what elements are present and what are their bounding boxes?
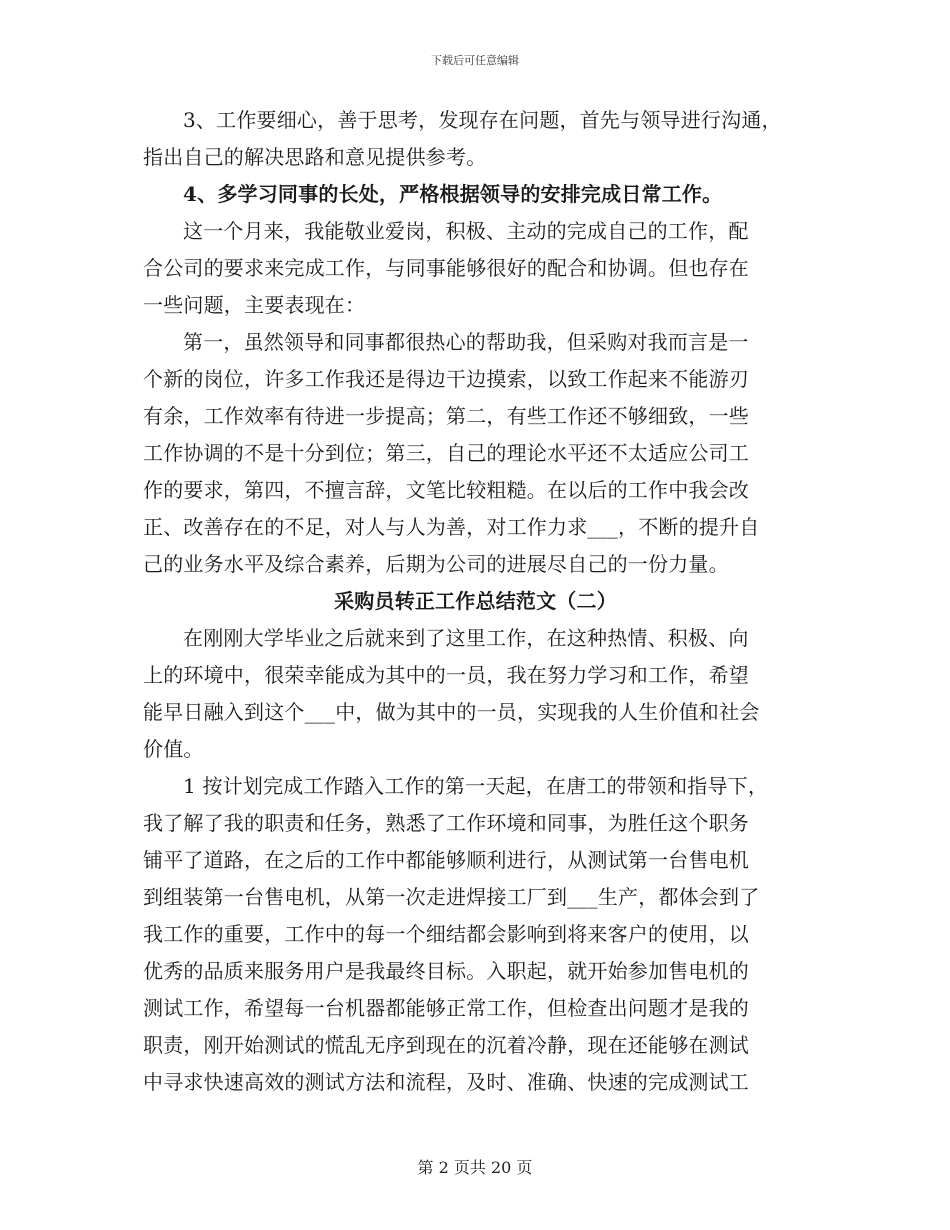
paragraph-line: 正、改善存在的不足，对人与人为善，对工作力求___，不断的提升自 — [143, 515, 760, 539]
paragraph-line: 能早日融入到这个___中，做为其中的一员，实现我的人生价值和社会 — [143, 700, 760, 724]
paragraph-line: 工作协调的不是十分到位；第三，自己的理论水平还不太适应公司工 — [143, 441, 749, 465]
paragraph-line: 到组装第一台售电机，从第一次走进焊接工厂到___生产，都体会到了 — [143, 885, 760, 909]
bold-point-heading: 4、多学习同事的长处，严格根据领导的安排完成日常工作。 — [183, 182, 723, 206]
paragraph-line: 我工作的重要，工作中的每一个细结都会影响到将来客户的使用，以 — [143, 922, 749, 946]
paragraph-line: 我了解了我的职责和任务，熟悉了工作环境和同事，为胜任这个职务 — [143, 811, 749, 835]
paragraph-line: 职责，刚开始测试的慌乱无序到现在的沉着冷静，现在还能够在测试 — [143, 1033, 749, 1057]
paragraph-line: 价值。 — [143, 737, 204, 761]
paragraph-line: 这一个月来，我能敬业爱岗，积极、主动的完成自己的工作，配 — [183, 219, 749, 243]
paragraph-line: 优秀的品质来服务用户是我最终目标。入职起，就开始参加售电机的 — [143, 959, 749, 983]
page-header: 下载后可任意编辑 — [431, 54, 519, 67]
paragraph-line: 铺平了道路，在之后的工作中都能够顺利进行，从测试第一台售电机 — [143, 848, 749, 872]
document-body — [143, 110, 808, 1109]
paragraph-line: 中寻求快速高效的测试方法和流程，及时、准确、快速的完成测试工 — [143, 1070, 749, 1094]
page-footer: 第 2 页共 20 页 — [417, 1158, 533, 1177]
paragraph-line: 3、工作要细心，善于思考，发现存在问题，首先与领导进行沟通， — [183, 108, 782, 132]
paragraph-line: 一些问题，主要表现在： — [143, 293, 366, 317]
paragraph-line: 指出自己的解决思路和意见提供参考。 — [143, 145, 487, 169]
paragraph-line: 测试工作，希望每一台机器都能够正常工作，但检查出问题才是我的 — [143, 996, 749, 1020]
paragraph-line: 1 按计划完成工作踏入工作的第一天起，在唐工的带领和指导下， — [183, 774, 769, 798]
paragraph-line: 有余，工作效率有待进一步提高；第二，有些工作还不够细致，一些 — [143, 404, 749, 428]
paragraph-line: 个新的岗位，许多工作我还是得边干边摸索，以致工作起来不能游刃 — [143, 367, 749, 391]
paragraph-line: 上的环境中，很荣幸能成为其中的一员，我在努力学习和工作，希望 — [143, 663, 749, 687]
paragraph-line: 第一，虽然领导和同事都很热心的帮助我，但采购对我而言是一 — [183, 330, 749, 354]
paragraph-line: 在刚刚大学毕业之后就来到了这里工作，在这种热情、积极、向 — [183, 626, 749, 650]
paragraph-line: 己的业务水平及综合素养，后期为公司的进展尽自己的一份力量。 — [143, 552, 729, 576]
paragraph-line: 合公司的要求来完成工作，与同事能够很好的配合和协调。但也存在 — [143, 256, 749, 280]
section-title: 采购员转正工作总结范文（二） — [334, 589, 617, 613]
paragraph-line: 作的要求，第四，不擅言辞，文笔比较粗糙。在以后的工作中我会改 — [143, 478, 749, 502]
